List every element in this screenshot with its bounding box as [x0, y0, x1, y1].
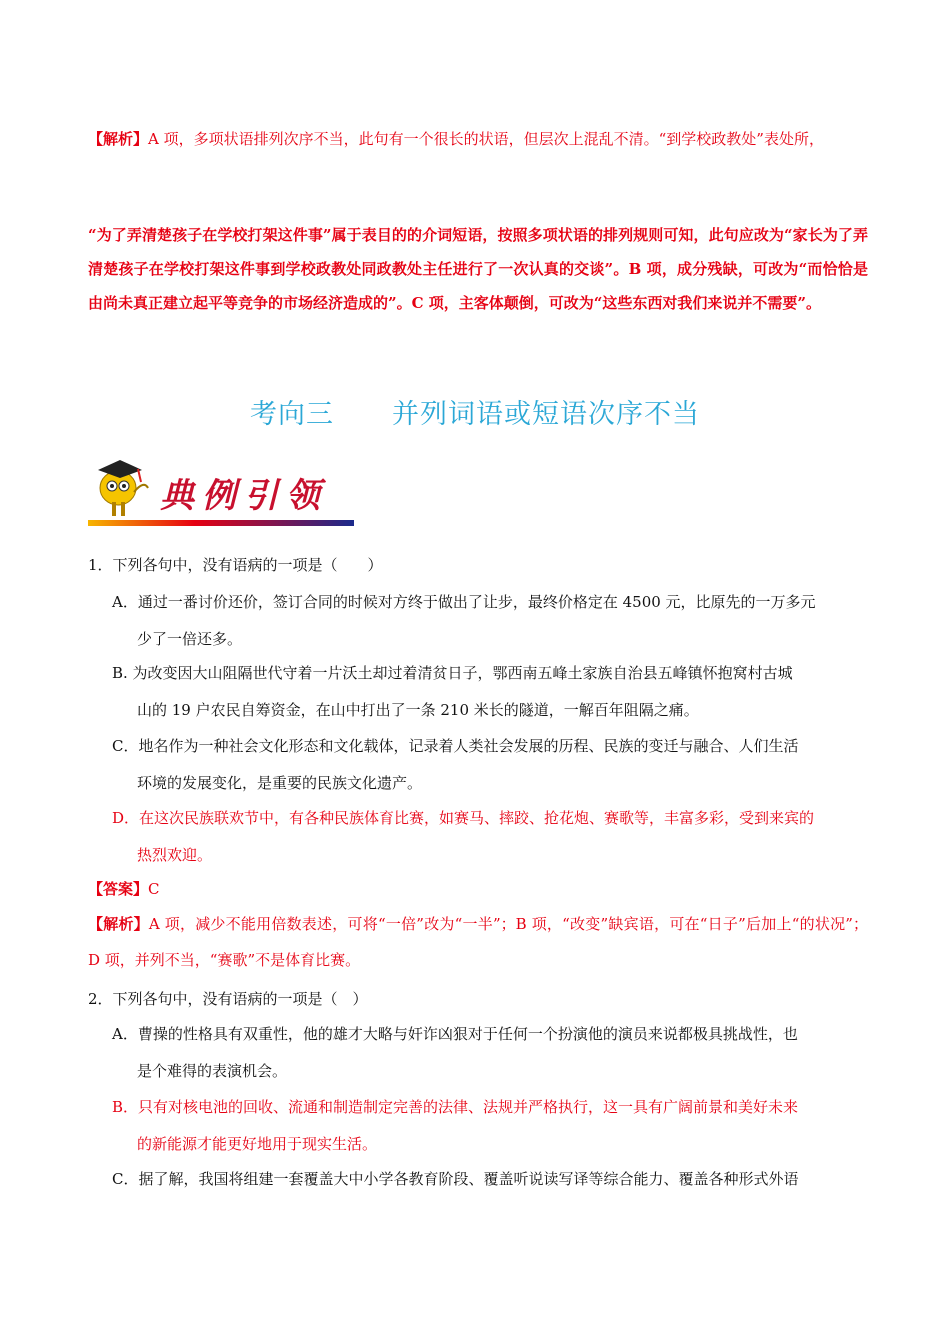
q1-option-a	[112, 584, 864, 658]
analysis-text: A 项，减少不能用倍数表述，可将“一倍”改为“一半”；B 项，“改变”缺宾语，可在“日子”后加上“的状况”；D 项，并列不当，“赛歌”不是体育比赛。	[88, 915, 868, 969]
q1-option-d	[112, 800, 864, 874]
section-number: 考向三	[250, 399, 334, 430]
option-line: 热烈欢迎。	[137, 846, 213, 864]
prev-analysis-line	[88, 128, 824, 149]
answer-value: C	[148, 880, 160, 898]
q1-option-c	[112, 728, 864, 802]
example-banner	[88, 450, 358, 530]
option-line: D．在这次民族联欢节中，有各种民族体育比赛，如赛马、摔跤、抢花炮、赛歌等，丰富多彩，受到来宾的	[112, 809, 815, 827]
analysis-text: A 项，多项状语排列次序不当，此句有一个很长的状语，但层次上混乱不清。“到学校政教处”表处所，	[148, 130, 824, 148]
q1-answer	[88, 878, 160, 899]
section-title	[0, 392, 950, 431]
option-line: B. 为改变因大山阻隔世代守着一片沃土却过着清贫日子，鄂西南五峰土家族自治县五峰镇怀抱窝村古城	[112, 664, 793, 682]
option-line: A．通过一番讨价还价，签订合同的时候对方终于做出了让步，最终价格定在 4500 元，比原先的一万多元	[112, 593, 816, 611]
q1-analysis	[88, 906, 868, 978]
option-line: 的新能源才能更好地用于现实生活。	[137, 1135, 378, 1153]
banner-text: 典例引领	[160, 476, 328, 516]
option-line: C．地名作为一种社会文化形态和文化载体，记录着人类社会发展的历程、民族的变迁与融合、人们生活	[112, 737, 799, 755]
question-1-stem: 1．下列各句中，没有语病的一项是（ ）	[88, 556, 383, 574]
section-heading: 并列词语或短语次序不当	[392, 399, 700, 430]
option-line: A．曹操的性格具有双重性，他的雄才大略与奸诈凶狠对于任何一个扮演他的演员来说都极具挑战性，也	[112, 1025, 798, 1043]
option-line: 少了一倍还多。	[137, 630, 243, 648]
answer-label: 【答案】	[88, 880, 149, 898]
q1-option-b	[112, 655, 864, 729]
q2-option-c	[112, 1161, 864, 1198]
option-line: 山的 19 户农民自筹资金，在山中打出了一条 210 米长的隧道，一解百年阻隔之痛。	[137, 701, 699, 719]
prev-analysis-paragraph: “为了弄清楚孩子在学校打架这件事”属于表目的的介词短语，按照多项状语的排列规则可知，此句应改为“家长为了弄清楚孩子在学校打架这件事到学校政教处同政教处主任进行了一次认真的交谈”。B 项，成分残缺，可改为“而恰恰是由尚未真正建立起平等竞争的市场经济造成的”。C 项，主客体颠倒，可改为“这些东西对我们来说并不需要”。	[88, 226, 868, 312]
q2-option-b	[112, 1089, 864, 1163]
analysis-label: 【解析】	[88, 130, 149, 148]
q2-option-a	[112, 1016, 864, 1090]
option-line: C．据了解，我国将组建一套覆盖大中小学各教育阶段、覆盖听说读写译等综合能力、覆盖各种形式外语	[112, 1170, 799, 1188]
option-line: 是个难得的表演机会。	[137, 1062, 288, 1080]
option-line: 环境的发展变化，是重要的民族文化遗产。	[137, 774, 423, 792]
question-2-stem: 2．下列各句中，没有语病的一项是（ ）	[88, 990, 368, 1008]
analysis-label: 【解析】	[88, 915, 149, 933]
option-line: B．只有对核电池的回收、流通和制造制定完善的法律、法规并严格执行，这一具有广阔前景和美好未来	[112, 1098, 799, 1116]
